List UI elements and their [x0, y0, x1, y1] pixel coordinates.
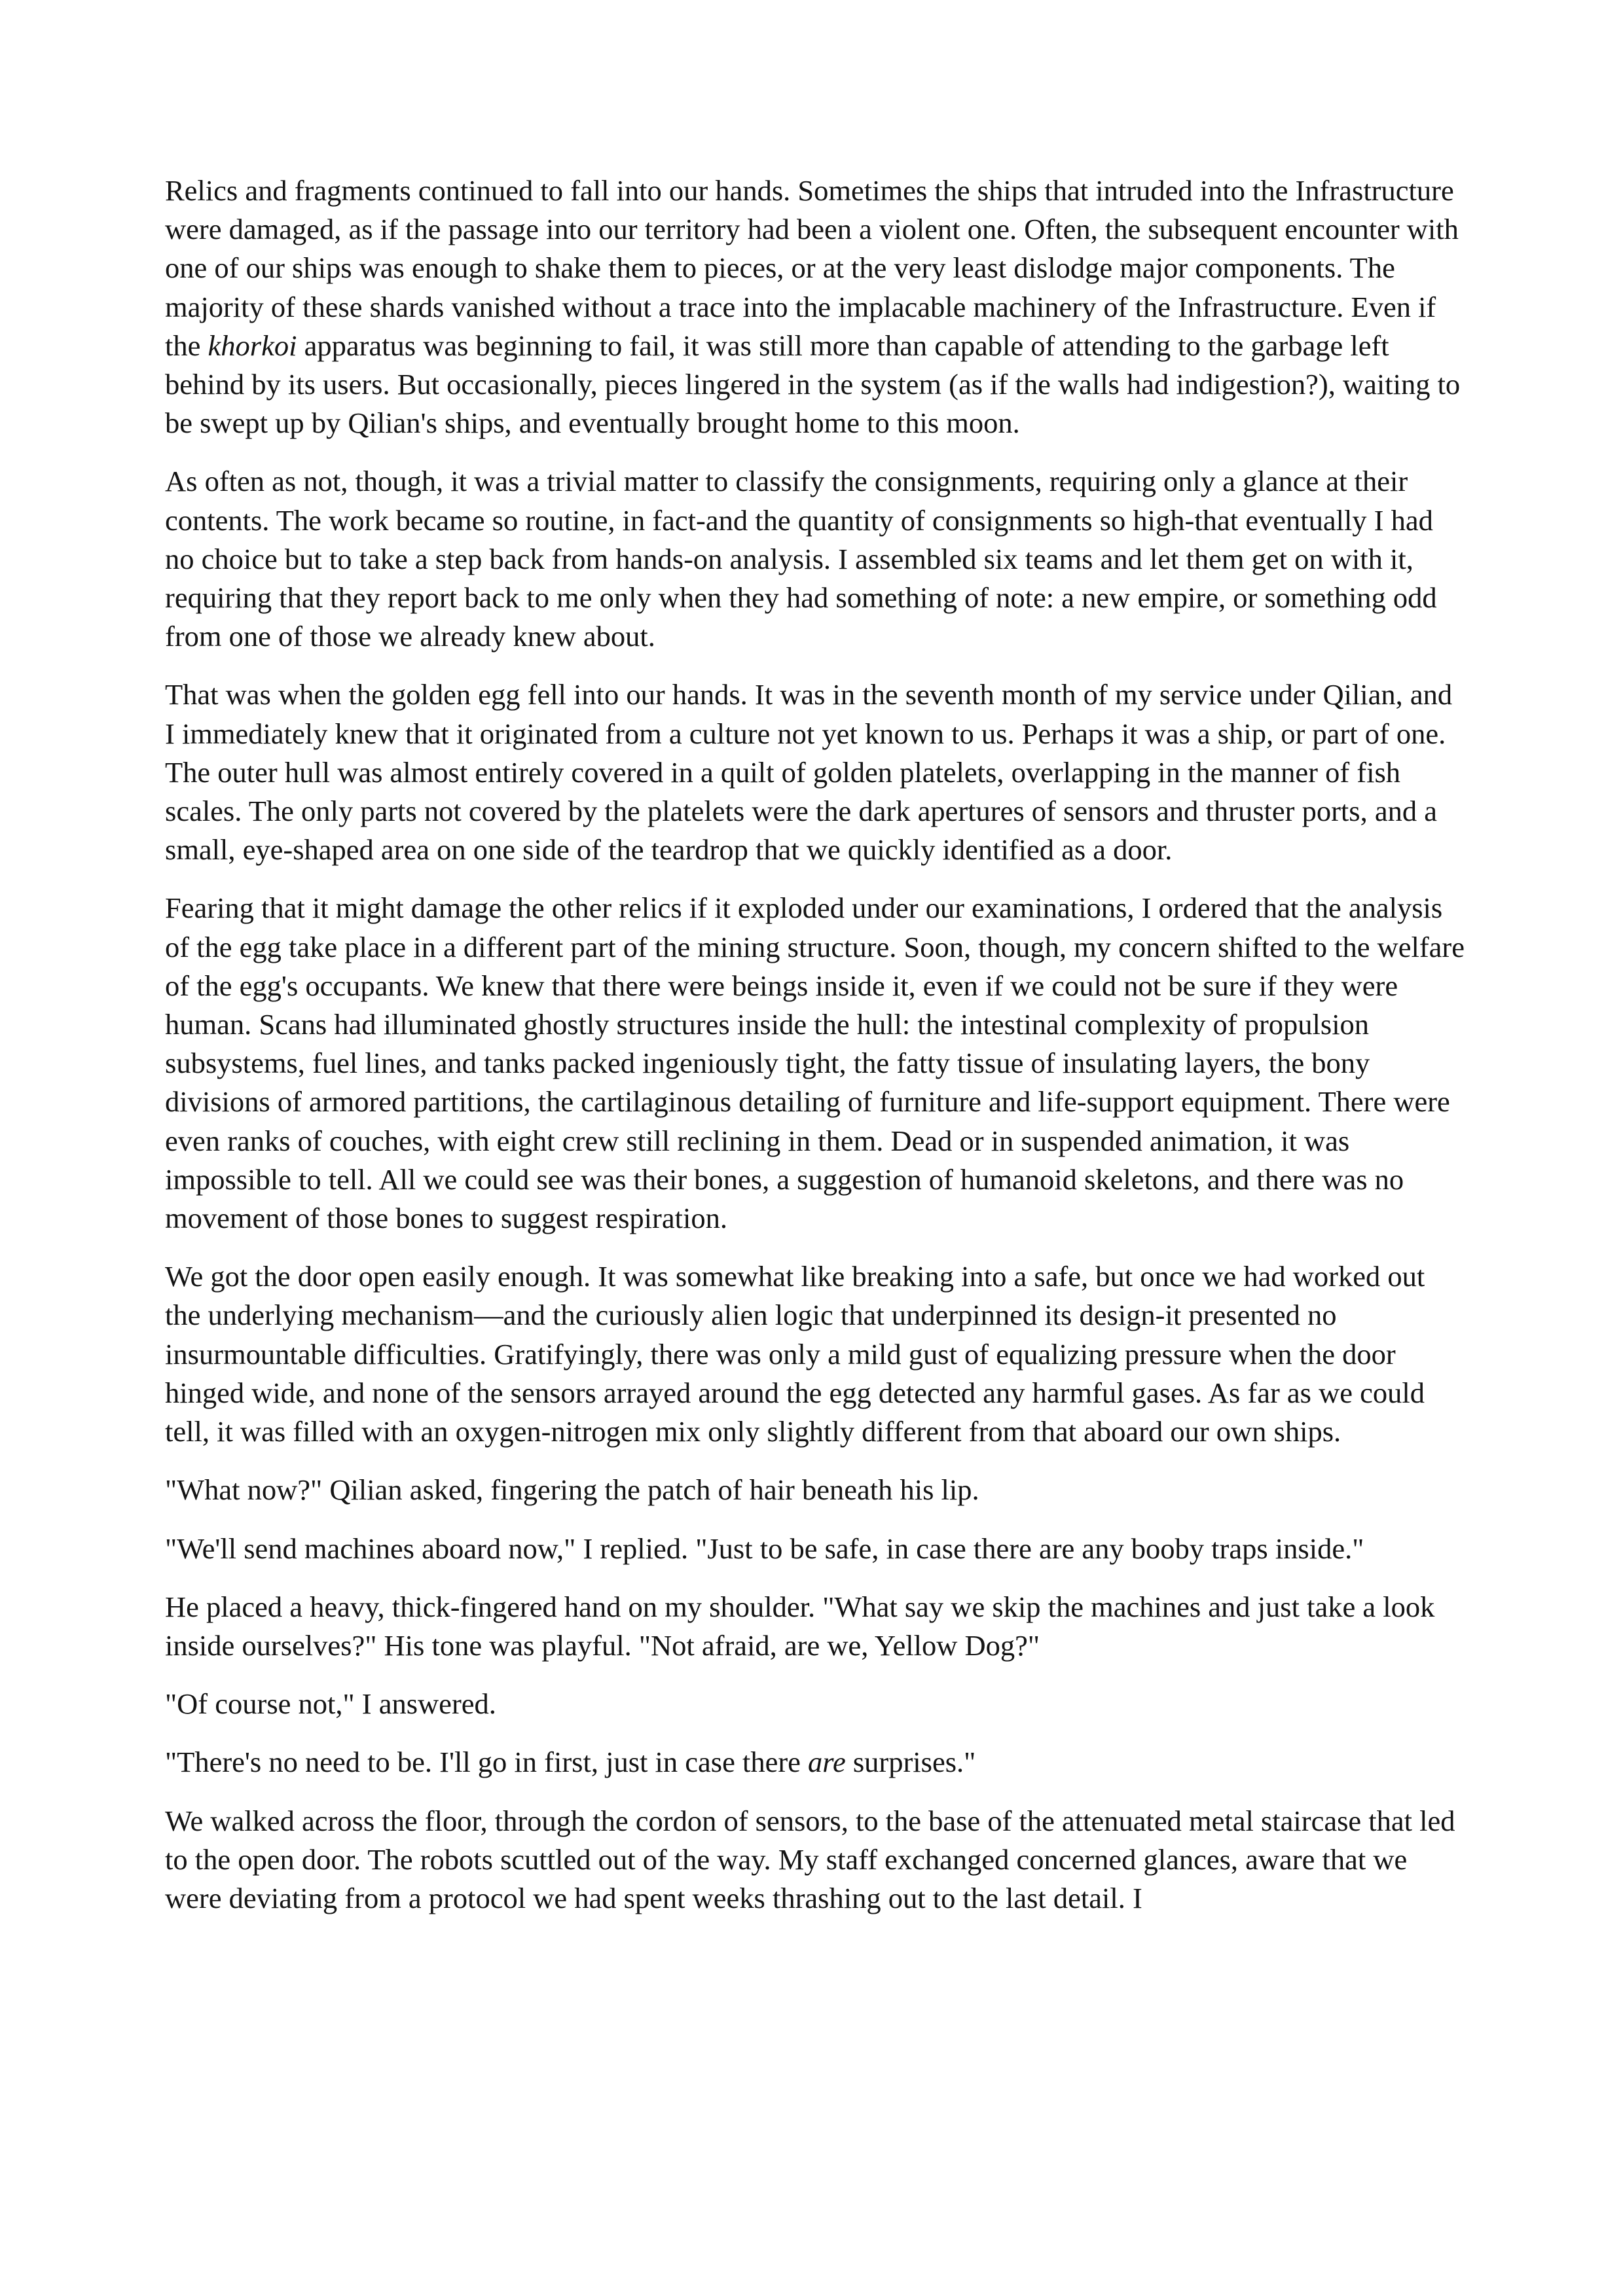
text-segment: We walked across the floor, through the cordon of sensors, to the base of the attenuated metal staircase that led to the open door. The robots scuttled out of the way. My staff exchanged concerned glances, aware that we were deviating from a protocol we had spent weeks thrashing out to the last detail. I [165, 1804, 1455, 1914]
text-segment: As often as not, though, it was a trivial matter to classify the consignments, requiring only a glance at their contents. The work became so routine, in fact-and the quantity of consignments so high-that eventually I had no choice but to take a step back from hands-on analysis. I assembled six teams and let them get on with it, requiring that they report back to me only when they had something of note: a new empire, or something odd from one of those we already knew about. [165, 465, 1437, 653]
paragraph-consignments [165, 462, 1465, 656]
text-segment: He placed a heavy, thick-fingered hand on my shoulder. "What say we skip the machines and just take a look inside ourselves?" His tone was playful. "Not afraid, are we, Yellow Dog?" [165, 1590, 1435, 1662]
text-segment: Fearing that it might damage the other relics if it exploded under our examinations, I ordered that the analysis of the egg take place in a different part of the mining structure. Soon, though, my concern shifted to the welfare of the egg's occupants. We knew that there were beings inside it, even if we could not be sure if they were human. Scans had illuminated ghostly structures inside the hull: the intestinal complexity of propulsion subsystems, fuel lines, and tanks packed ingeniously tight, the fatty tissue of insulating layers, the bony divisions of armored partitions, the cartilaginous detailing of furniture and life-support equipment. There were even ranks of couches, with eight crew still reclining in them. Dead or in suspended animation, it was impossible to tell. All we could see was their bones, a suggestion of humanoid skeletons, and there was no movement of those bones to suggest respiration. [165, 891, 1465, 1235]
text-segment: "There's no need to be. I'll go in first, just in case there [165, 1746, 809, 1779]
document-page [165, 171, 1465, 1937]
text-segment: Relics and fragments continued to fall into our hands. Sometimes the ships that intruded into the Infrastructure were damaged, as if the passage into our territory had been a violent one. Often, the subsequent encounter with one of our ships was enough to shake them to pieces, or at the very least dislodge major components. The majority of these shards vanished without a trace into the implacable machinery of the Infrastructure. Even if the [165, 174, 1459, 362]
paragraph-dialogue-what-now [165, 1471, 1465, 1509]
text-segment: "We'll send machines aboard now," I replied. "Just to be safe, in case there are any booby traps inside." [165, 1532, 1364, 1565]
text-segment: That was when the golden egg fell into our hands. It was in the seventh month of my service under Qilian, and I immediately knew that it originated from a culture not yet known to us. Perhaps it was a ship, or part of one. The outer hull was almost entirely covered in a quilt of golden platelets, overlapping in the manner of fish scales. The only parts not covered by the platelets were the dark apertures of sensors and thruster ports, and a small, eye-shaped area on one side of the teardrop that we quickly identified as a door. [165, 678, 1453, 867]
paragraph-dialogue-machines [165, 1530, 1465, 1568]
paragraph-dialogue-surprises [165, 1743, 1465, 1782]
paragraph-golden-egg [165, 675, 1465, 869]
paragraph-relics [165, 171, 1465, 442]
paragraph-analysis [165, 889, 1465, 1238]
italic-term-khorkoi: khorkoi [208, 329, 297, 362]
text-segment: We got the door open easily enough. It was somewhat like breaking into a safe, but once we had worked out the underlying mechanism—and the curiously alien logic that underpinned its design-it presented no insurmountable difficulties. Gratifyingly, there was only a mild gust of equalizing pressure when the door hinged wide, and none of the sensors arrayed around the egg detected any harmful gases. As far as we could tell, it was filled with an oxygen-nitrogen mix only slightly different from that aboard our own ships. [165, 1260, 1425, 1448]
text-segment: "Of course not," I answered. [165, 1687, 496, 1721]
paragraph-dialogue-of-course [165, 1685, 1465, 1723]
text-segment: surprises." [845, 1746, 976, 1779]
text-segment: "What now?" Qilian asked, fingering the patch of hair beneath his lip. [165, 1473, 979, 1507]
paragraph-dialogue-shoulder [165, 1588, 1465, 1665]
paragraph-door-open [165, 1257, 1465, 1451]
italic-word-are: are [808, 1746, 846, 1779]
paragraph-staircase [165, 1802, 1465, 1918]
text-segment: apparatus was beginning to fail, it was still more than capable of attending to the garbage left behind by its users. But occasionally, pieces lingered in the system (as if the walls had indigestion?), waiting to be swept up by Qilian's ships, and eventually brought home to this moon. [165, 329, 1461, 440]
